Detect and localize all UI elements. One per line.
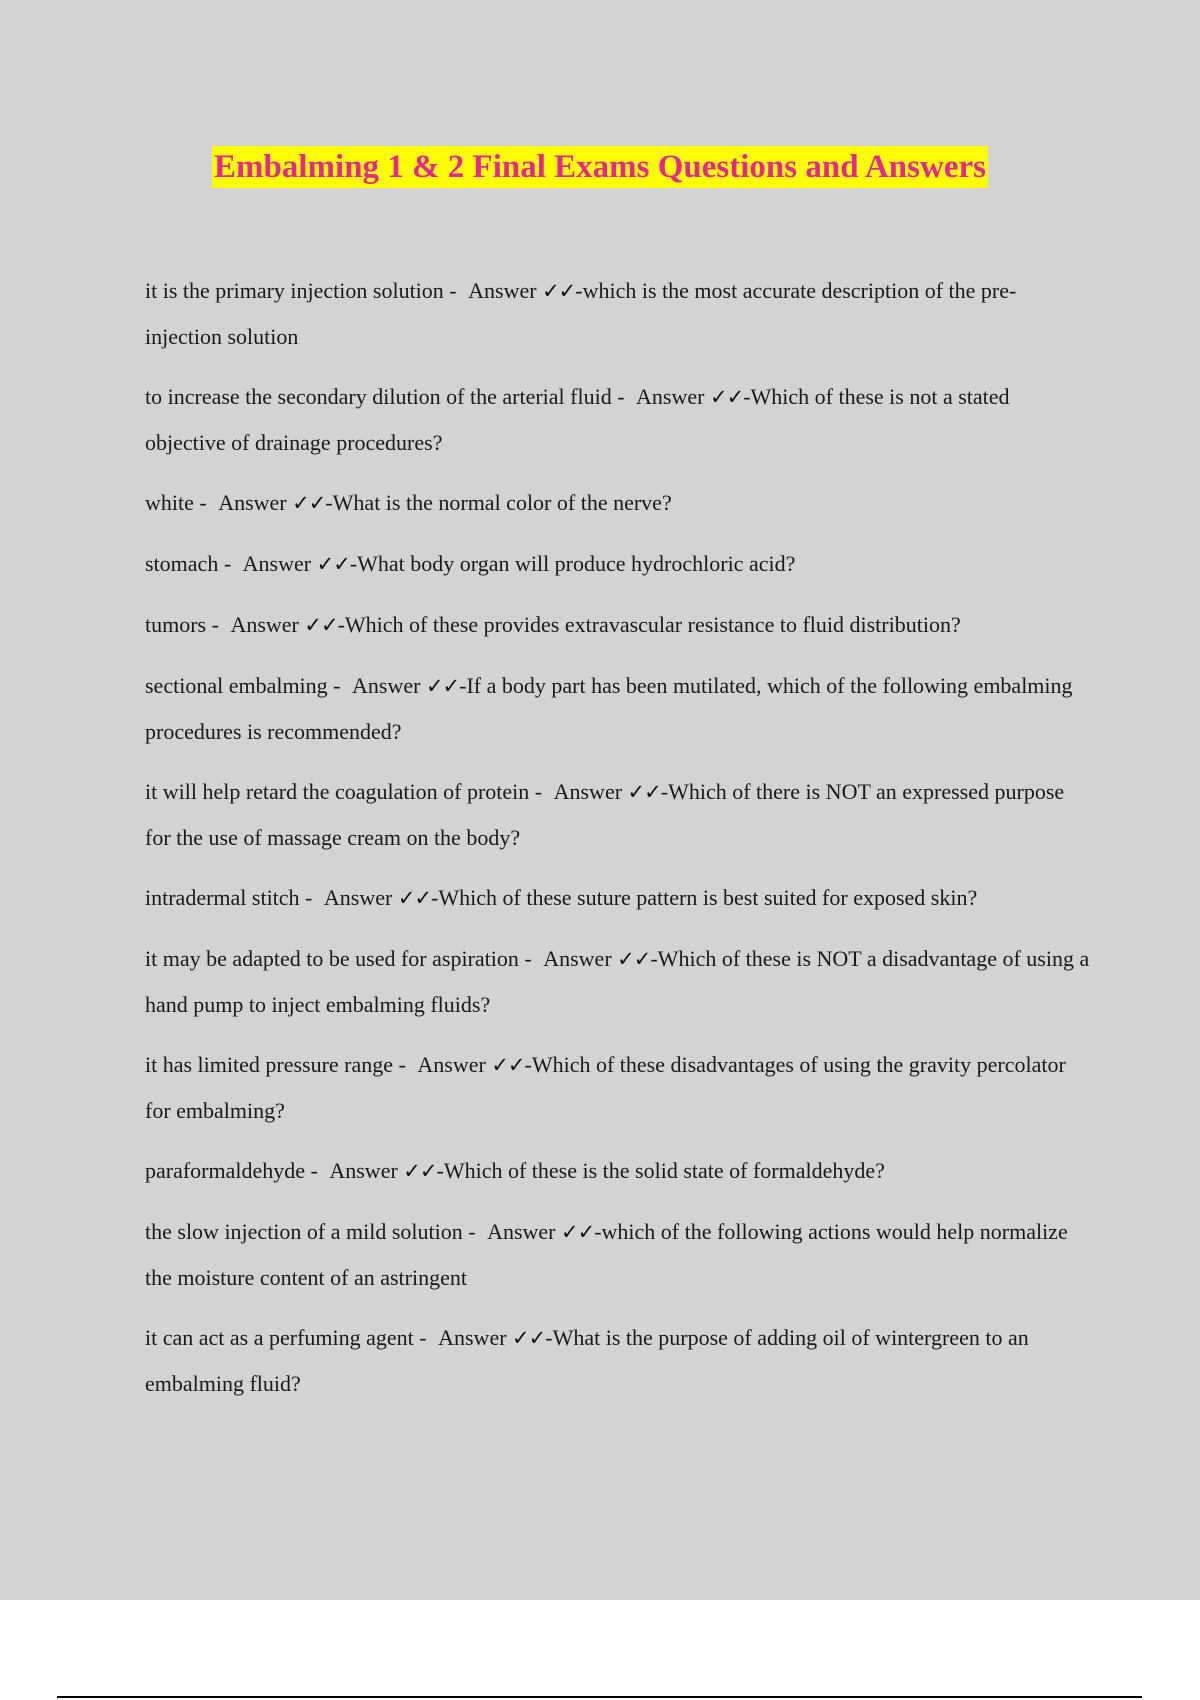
question-text: -What is the purpose of adding oil of wintergreen to an embalming fluid? <box>145 1325 1029 1396</box>
answer-text: the slow injection of a mild solution - <box>145 1219 476 1244</box>
answer-label: Answer <box>543 946 612 971</box>
double-check-icon: ✓✓ <box>542 279 576 303</box>
qa-item <box>145 602 1090 648</box>
double-check-icon: ✓✓ <box>627 780 661 804</box>
qa-list <box>145 268 1090 1421</box>
qa-item <box>145 1148 1090 1194</box>
question-text: -Which of there is NOT an expressed purpose for the use of massage cream on the body? <box>145 779 1065 850</box>
answer-label: Answer <box>468 278 537 303</box>
qa-item <box>145 663 1090 754</box>
answer-label: Answer <box>329 1158 398 1183</box>
answer-text: stomach - <box>145 551 232 576</box>
double-check-icon: ✓✓ <box>617 947 651 971</box>
answer-label: Answer <box>230 612 299 637</box>
double-check-icon: ✓✓ <box>397 886 432 910</box>
answer-label: Answer <box>242 551 312 576</box>
answer-text: tumors - <box>145 612 219 637</box>
qa-item <box>145 1209 1090 1300</box>
document-title: Embalming 1 & 2 Final Exams Questions and Answers <box>212 146 988 188</box>
answer-label: Answer <box>352 673 421 698</box>
answer-label: Answer <box>438 1325 507 1350</box>
question-text: -If a body part has been mutilated, which of the following embalming procedures is recommended? <box>145 673 1073 744</box>
qa-item <box>145 936 1090 1027</box>
page-bottom-margin <box>0 1600 1200 1700</box>
answer-text: white - <box>145 490 207 515</box>
question-text: -Which of these disadvantages of using the gravity percolator for embalming? <box>145 1052 1066 1123</box>
answer-text: it may be adapted to be used for aspiration - <box>145 946 532 971</box>
answer-text: intradermal stitch - <box>145 885 313 910</box>
answer-label: Answer <box>636 384 705 409</box>
answer-text: sectional embalming - <box>145 673 341 698</box>
title-container <box>0 146 1200 188</box>
qa-item <box>145 480 1090 526</box>
question-text: -Which of these provides extravascular resistance to fluid distribution? <box>337 612 961 637</box>
qa-item <box>145 374 1090 465</box>
question-text: -Which of these is the solid state of formaldehyde? <box>436 1158 885 1183</box>
double-check-icon: ✓✓ <box>316 552 350 576</box>
qa-item <box>145 541 1090 587</box>
answer-label: Answer <box>553 779 623 804</box>
qa-item <box>145 769 1090 860</box>
answer-text: to increase the secondary dilution of the arterial fluid - <box>145 384 625 409</box>
double-check-icon: ✓✓ <box>491 1053 525 1077</box>
answer-label: Answer <box>323 885 393 910</box>
double-check-icon: ✓✓ <box>561 1220 595 1244</box>
qa-item <box>145 1042 1090 1133</box>
qa-item <box>145 1315 1090 1406</box>
question-text: -which is the most accurate description of the pre-injection solution <box>145 278 1017 349</box>
qa-item <box>145 268 1090 359</box>
double-check-icon: ✓✓ <box>709 385 744 409</box>
answer-text: it will help retard the coagulation of protein - <box>145 779 543 804</box>
double-check-icon: ✓✓ <box>304 613 338 637</box>
double-check-icon: ✓✓ <box>292 491 326 515</box>
question-text: -Which of these is not a stated objective of drainage procedures? <box>145 384 1010 455</box>
footer-divider <box>57 1696 1142 1698</box>
answer-text: paraformaldehyde - <box>145 1158 318 1183</box>
double-check-icon: ✓✓ <box>425 674 460 698</box>
question-text: -Which of these is NOT a disadvantage of using a hand pump to inject embalming fluids? <box>145 946 1090 1017</box>
question-text: -What body organ will produce hydrochloric acid? <box>349 551 796 576</box>
answer-label: Answer <box>487 1219 556 1244</box>
answer-label: Answer <box>218 490 287 515</box>
answer-text: it has limited pressure range - <box>145 1052 406 1077</box>
question-text: -which of the following actions would help normalize the moisture content of an astringent <box>145 1219 1068 1290</box>
double-check-icon: ✓✓ <box>512 1326 546 1350</box>
answer-text: it can act as a perfuming agent - <box>145 1325 427 1350</box>
double-check-icon: ✓✓ <box>403 1159 437 1183</box>
question-text: -Which of these suture pattern is best suited for exposed skin? <box>431 885 978 910</box>
qa-item <box>145 875 1090 921</box>
question-text: -What is the normal color of the nerve? <box>325 490 672 515</box>
answer-label: Answer <box>417 1052 486 1077</box>
answer-text: it is the primary injection solution - <box>145 278 457 303</box>
